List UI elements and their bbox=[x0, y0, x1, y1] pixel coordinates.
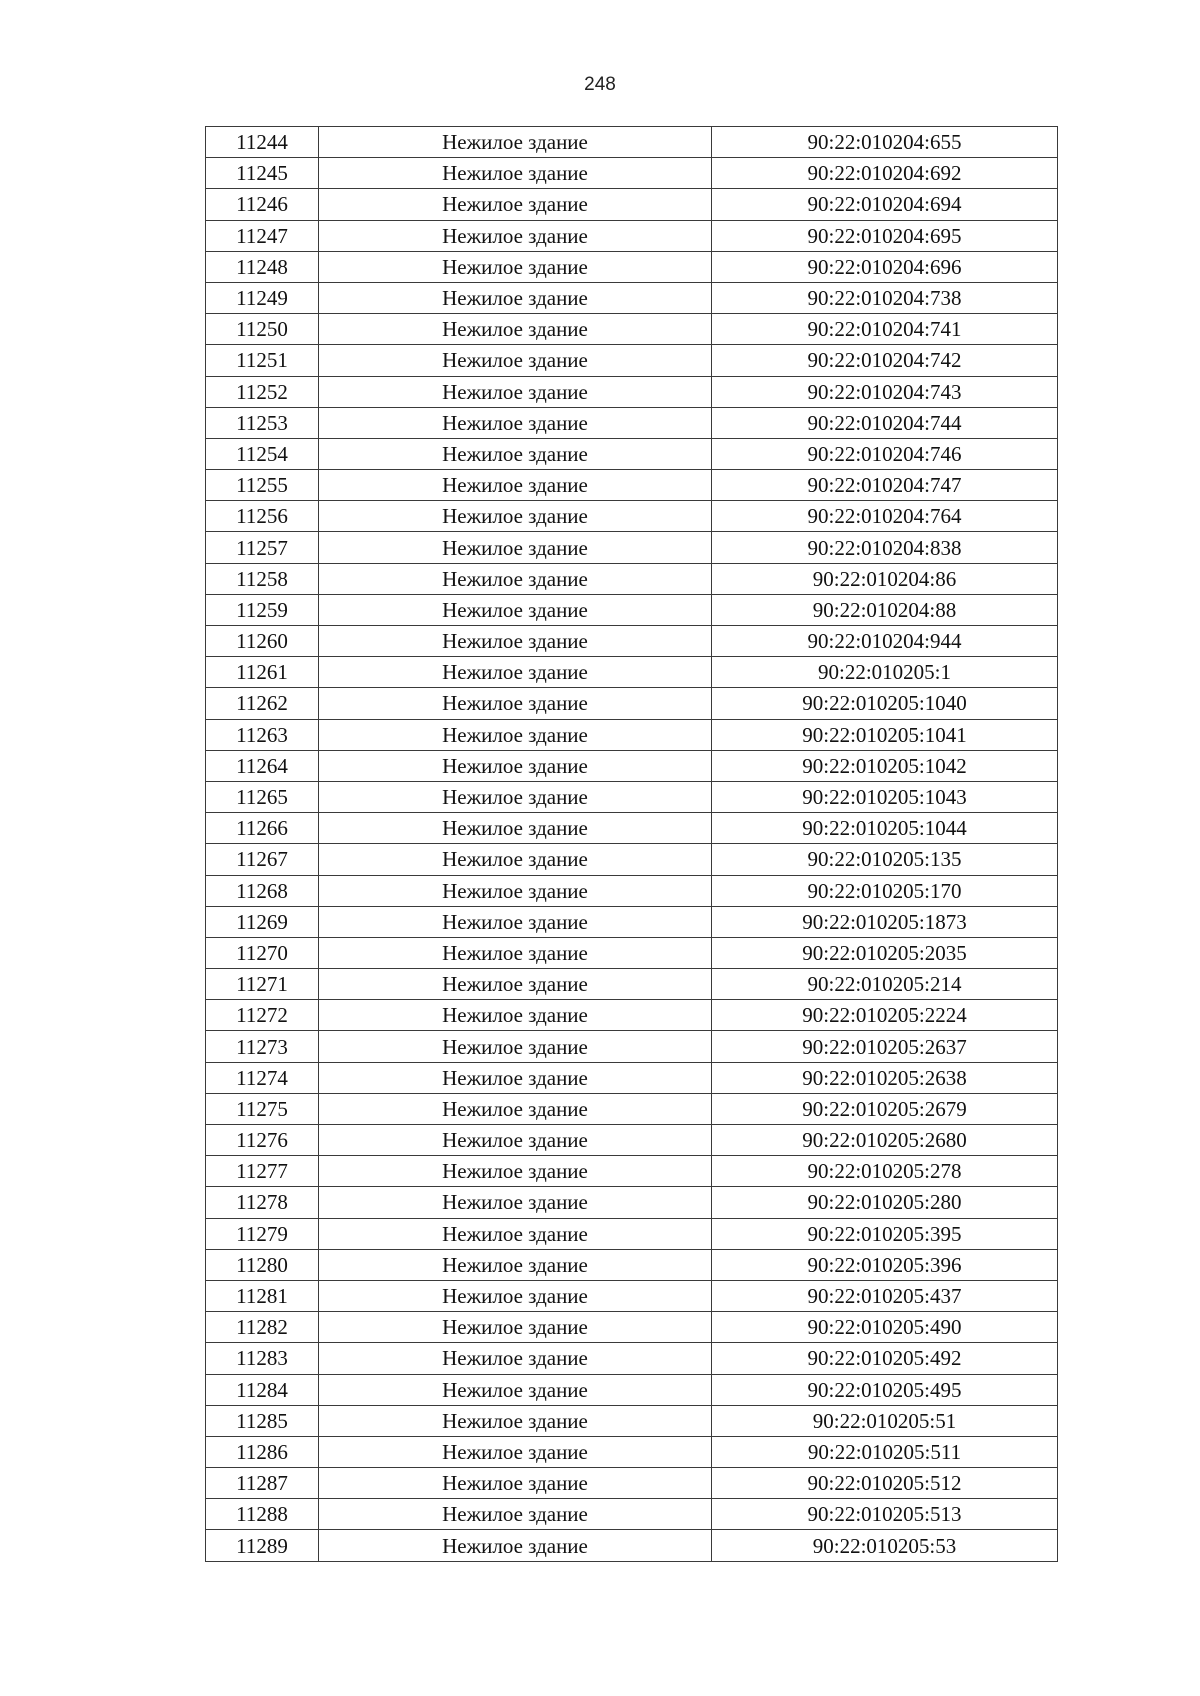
cadastral-number-cell: 90:22:010205:135 bbox=[712, 844, 1058, 875]
row-number-cell: 11260 bbox=[206, 626, 319, 657]
row-number-cell: 11280 bbox=[206, 1249, 319, 1280]
table-row bbox=[206, 1062, 1058, 1093]
table-row bbox=[206, 688, 1058, 719]
table-row bbox=[206, 906, 1058, 937]
row-number-cell: 11256 bbox=[206, 501, 319, 532]
cadastral-number-cell: 90:22:010205:1043 bbox=[712, 781, 1058, 812]
cadastral-number-cell: 90:22:010204:838 bbox=[712, 532, 1058, 563]
object-name-cell: Нежилое здание bbox=[319, 626, 712, 657]
row-number-cell: 11247 bbox=[206, 220, 319, 251]
row-number-cell: 11253 bbox=[206, 407, 319, 438]
cadastral-number-cell: 90:22:010204:744 bbox=[712, 407, 1058, 438]
row-number-cell: 11274 bbox=[206, 1062, 319, 1093]
cadastral-number-cell: 90:22:010205:512 bbox=[712, 1468, 1058, 1499]
table-row bbox=[206, 1343, 1058, 1374]
cadastral-number-cell: 90:22:010205:51 bbox=[712, 1405, 1058, 1436]
cadastral-number-cell: 90:22:010205:511 bbox=[712, 1436, 1058, 1467]
object-name-cell: Нежилое здание bbox=[319, 1499, 712, 1530]
cadastral-number-cell: 90:22:010205:396 bbox=[712, 1249, 1058, 1280]
row-number-cell: 11244 bbox=[206, 127, 319, 158]
table-row bbox=[206, 657, 1058, 688]
row-number-cell: 11246 bbox=[206, 189, 319, 220]
row-number-cell: 11283 bbox=[206, 1343, 319, 1374]
row-number-cell: 11282 bbox=[206, 1312, 319, 1343]
row-number-cell: 11284 bbox=[206, 1374, 319, 1405]
cadastral-number-cell: 90:22:010204:696 bbox=[712, 251, 1058, 282]
cadastral-number-cell: 90:22:010205:2035 bbox=[712, 937, 1058, 968]
row-number-cell: 11276 bbox=[206, 1125, 319, 1156]
cadastral-number-cell: 90:22:010204:694 bbox=[712, 189, 1058, 220]
cadastral-number-cell: 90:22:010204:738 bbox=[712, 282, 1058, 313]
row-number-cell: 11254 bbox=[206, 438, 319, 469]
row-number-cell: 11261 bbox=[206, 657, 319, 688]
table-row bbox=[206, 594, 1058, 625]
row-number-cell: 11266 bbox=[206, 813, 319, 844]
row-number-cell: 11255 bbox=[206, 470, 319, 501]
table-row bbox=[206, 1218, 1058, 1249]
row-number-cell: 11285 bbox=[206, 1405, 319, 1436]
object-name-cell: Нежилое здание bbox=[319, 1405, 712, 1436]
cadastral-number-cell: 90:22:010205:53 bbox=[712, 1530, 1058, 1561]
cadastral-number-cell: 90:22:010205:437 bbox=[712, 1280, 1058, 1311]
row-number-cell: 11249 bbox=[206, 282, 319, 313]
cadastral-number-cell: 90:22:010205:280 bbox=[712, 1187, 1058, 1218]
row-number-cell: 11264 bbox=[206, 750, 319, 781]
row-number-cell: 11270 bbox=[206, 937, 319, 968]
row-number-cell: 11273 bbox=[206, 1031, 319, 1062]
cadastral-number-cell: 90:22:010204:741 bbox=[712, 314, 1058, 345]
table-row bbox=[206, 1031, 1058, 1062]
cadastral-number-cell: 90:22:010204:944 bbox=[712, 626, 1058, 657]
row-number-cell: 11278 bbox=[206, 1187, 319, 1218]
object-name-cell: Нежилое здание bbox=[319, 1249, 712, 1280]
cadastral-number-cell: 90:22:010205:1041 bbox=[712, 719, 1058, 750]
object-name-cell: Нежилое здание bbox=[319, 688, 712, 719]
object-name-cell: Нежилое здание bbox=[319, 1468, 712, 1499]
object-name-cell: Нежилое здание bbox=[319, 158, 712, 189]
row-number-cell: 11259 bbox=[206, 594, 319, 625]
table-row bbox=[206, 127, 1058, 158]
object-name-cell: Нежилое здание bbox=[319, 1312, 712, 1343]
object-name-cell: Нежилое здание bbox=[319, 470, 712, 501]
cadastral-number-cell: 90:22:010205:170 bbox=[712, 875, 1058, 906]
table-row bbox=[206, 937, 1058, 968]
object-name-cell: Нежилое здание bbox=[319, 1093, 712, 1124]
row-number-cell: 11257 bbox=[206, 532, 319, 563]
cadastral-number-cell: 90:22:010205:278 bbox=[712, 1156, 1058, 1187]
table-row bbox=[206, 1468, 1058, 1499]
table-row bbox=[206, 1093, 1058, 1124]
row-number-cell: 11248 bbox=[206, 251, 319, 282]
table-row bbox=[206, 282, 1058, 313]
table-row bbox=[206, 1530, 1058, 1561]
table-row bbox=[206, 220, 1058, 251]
row-number-cell: 11269 bbox=[206, 906, 319, 937]
row-number-cell: 11252 bbox=[206, 376, 319, 407]
cadastral-number-cell: 90:22:010204:743 bbox=[712, 376, 1058, 407]
object-name-cell: Нежилое здание bbox=[319, 1218, 712, 1249]
object-name-cell: Нежилое здание bbox=[319, 563, 712, 594]
table-row bbox=[206, 781, 1058, 812]
row-number-cell: 11289 bbox=[206, 1530, 319, 1561]
object-name-cell: Нежилое здание bbox=[319, 189, 712, 220]
row-number-cell: 11251 bbox=[206, 345, 319, 376]
object-name-cell: Нежилое здание bbox=[319, 407, 712, 438]
table-row bbox=[206, 1312, 1058, 1343]
row-number-cell: 11258 bbox=[206, 563, 319, 594]
table-row bbox=[206, 1000, 1058, 1031]
cadastral-number-cell: 90:22:010205:2680 bbox=[712, 1125, 1058, 1156]
object-name-cell: Нежилое здание bbox=[319, 750, 712, 781]
cadastral-number-cell: 90:22:010204:692 bbox=[712, 158, 1058, 189]
table-row bbox=[206, 158, 1058, 189]
cadastral-number-cell: 90:22:010205:1873 bbox=[712, 906, 1058, 937]
page-number: 248 bbox=[584, 74, 616, 95]
table-row bbox=[206, 813, 1058, 844]
object-name-cell: Нежилое здание bbox=[319, 438, 712, 469]
cadastral-number-cell: 90:22:010205:2638 bbox=[712, 1062, 1058, 1093]
table-row bbox=[206, 376, 1058, 407]
table-row bbox=[206, 1280, 1058, 1311]
object-name-cell: Нежилое здание bbox=[319, 282, 712, 313]
cadastral-number-cell: 90:22:010205:2679 bbox=[712, 1093, 1058, 1124]
row-number-cell: 11272 bbox=[206, 1000, 319, 1031]
table-row bbox=[206, 1156, 1058, 1187]
cadastral-number-cell: 90:22:010204:764 bbox=[712, 501, 1058, 532]
table-row bbox=[206, 1125, 1058, 1156]
object-name-cell: Нежилое здание bbox=[319, 251, 712, 282]
cadastral-number-cell: 90:22:010204:695 bbox=[712, 220, 1058, 251]
row-number-cell: 11268 bbox=[206, 875, 319, 906]
table-row bbox=[206, 750, 1058, 781]
object-name-cell: Нежилое здание bbox=[319, 501, 712, 532]
object-name-cell: Нежилое здание bbox=[319, 1280, 712, 1311]
object-name-cell: Нежилое здание bbox=[319, 1374, 712, 1405]
row-number-cell: 11271 bbox=[206, 969, 319, 1000]
object-name-cell: Нежилое здание bbox=[319, 844, 712, 875]
table-row bbox=[206, 1499, 1058, 1530]
row-number-cell: 11288 bbox=[206, 1499, 319, 1530]
table-row bbox=[206, 407, 1058, 438]
table-row bbox=[206, 844, 1058, 875]
object-name-cell: Нежилое здание bbox=[319, 314, 712, 345]
object-name-cell: Нежилое здание bbox=[319, 1125, 712, 1156]
object-name-cell: Нежилое здание bbox=[319, 875, 712, 906]
object-name-cell: Нежилое здание bbox=[319, 719, 712, 750]
object-name-cell: Нежилое здание bbox=[319, 1031, 712, 1062]
table-row bbox=[206, 875, 1058, 906]
table-row bbox=[206, 1187, 1058, 1218]
object-name-cell: Нежилое здание bbox=[319, 1530, 712, 1561]
table-row bbox=[206, 251, 1058, 282]
table-row bbox=[206, 1374, 1058, 1405]
row-number-cell: 11279 bbox=[206, 1218, 319, 1249]
object-name-cell: Нежилое здание bbox=[319, 781, 712, 812]
object-name-cell: Нежилое здание bbox=[319, 1343, 712, 1374]
cadastral-number-cell: 90:22:010205:495 bbox=[712, 1374, 1058, 1405]
cadastral-number-cell: 90:22:010204:746 bbox=[712, 438, 1058, 469]
cadastral-number-cell: 90:22:010204:742 bbox=[712, 345, 1058, 376]
table-row bbox=[206, 969, 1058, 1000]
cadastral-number-cell: 90:22:010205:1042 bbox=[712, 750, 1058, 781]
table-row bbox=[206, 563, 1058, 594]
table-row bbox=[206, 345, 1058, 376]
registry-table bbox=[205, 126, 1058, 1562]
cadastral-number-cell: 90:22:010205:513 bbox=[712, 1499, 1058, 1530]
cadastral-number-cell: 90:22:010205:1 bbox=[712, 657, 1058, 688]
object-name-cell: Нежилое здание bbox=[319, 906, 712, 937]
cadastral-number-cell: 90:22:010205:395 bbox=[712, 1218, 1058, 1249]
object-name-cell: Нежилое здание bbox=[319, 813, 712, 844]
row-number-cell: 11250 bbox=[206, 314, 319, 345]
object-name-cell: Нежилое здание bbox=[319, 532, 712, 563]
table-row bbox=[206, 438, 1058, 469]
row-number-cell: 11286 bbox=[206, 1436, 319, 1467]
object-name-cell: Нежилое здание bbox=[319, 594, 712, 625]
cadastral-number-cell: 90:22:010205:492 bbox=[712, 1343, 1058, 1374]
object-name-cell: Нежилое здание bbox=[319, 376, 712, 407]
cadastral-number-cell: 90:22:010205:1044 bbox=[712, 813, 1058, 844]
object-name-cell: Нежилое здание bbox=[319, 969, 712, 1000]
object-name-cell: Нежилое здание bbox=[319, 1000, 712, 1031]
registry-table-body bbox=[206, 127, 1058, 1562]
row-number-cell: 11275 bbox=[206, 1093, 319, 1124]
row-number-cell: 11263 bbox=[206, 719, 319, 750]
object-name-cell: Нежилое здание bbox=[319, 345, 712, 376]
row-number-cell: 11281 bbox=[206, 1280, 319, 1311]
object-name-cell: Нежилое здание bbox=[319, 1156, 712, 1187]
object-name-cell: Нежилое здание bbox=[319, 1062, 712, 1093]
object-name-cell: Нежилое здание bbox=[319, 937, 712, 968]
table-row bbox=[206, 626, 1058, 657]
table-row bbox=[206, 1436, 1058, 1467]
row-number-cell: 11265 bbox=[206, 781, 319, 812]
table-row bbox=[206, 1249, 1058, 1280]
cadastral-number-cell: 90:22:010204:747 bbox=[712, 470, 1058, 501]
table-row bbox=[206, 1405, 1058, 1436]
table-row bbox=[206, 189, 1058, 220]
table-row bbox=[206, 314, 1058, 345]
object-name-cell: Нежилое здание bbox=[319, 1436, 712, 1467]
row-number-cell: 11245 bbox=[206, 158, 319, 189]
cadastral-number-cell: 90:22:010205:2637 bbox=[712, 1031, 1058, 1062]
object-name-cell: Нежилое здание bbox=[319, 220, 712, 251]
cadastral-number-cell: 90:22:010204:655 bbox=[712, 127, 1058, 158]
cadastral-number-cell: 90:22:010205:214 bbox=[712, 969, 1058, 1000]
object-name-cell: Нежилое здание bbox=[319, 657, 712, 688]
row-number-cell: 11277 bbox=[206, 1156, 319, 1187]
cadastral-number-cell: 90:22:010205:490 bbox=[712, 1312, 1058, 1343]
object-name-cell: Нежилое здание bbox=[319, 127, 712, 158]
object-name-cell: Нежилое здание bbox=[319, 1187, 712, 1218]
cadastral-number-cell: 90:22:010204:88 bbox=[712, 594, 1058, 625]
table-row bbox=[206, 719, 1058, 750]
row-number-cell: 11287 bbox=[206, 1468, 319, 1499]
row-number-cell: 11267 bbox=[206, 844, 319, 875]
cadastral-number-cell: 90:22:010204:86 bbox=[712, 563, 1058, 594]
row-number-cell: 11262 bbox=[206, 688, 319, 719]
table-row bbox=[206, 470, 1058, 501]
table-row bbox=[206, 501, 1058, 532]
cadastral-number-cell: 90:22:010205:1040 bbox=[712, 688, 1058, 719]
cadastral-number-cell: 90:22:010205:2224 bbox=[712, 1000, 1058, 1031]
table-row bbox=[206, 532, 1058, 563]
